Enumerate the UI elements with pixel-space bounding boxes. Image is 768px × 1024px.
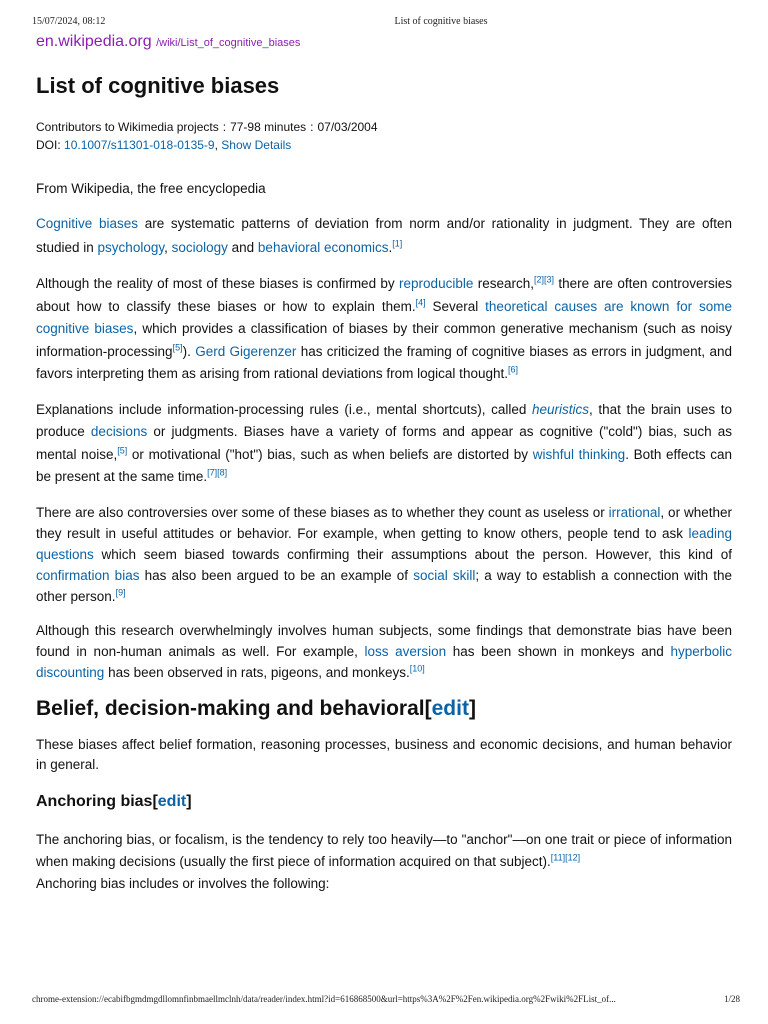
text: there are often controversies about how to classify these biases or how to explain them. bbox=[36, 276, 733, 314]
text: Although the reality of most of these biases is confirmed by bbox=[36, 276, 400, 291]
text: ; a way to establish a connection with the other person. bbox=[36, 567, 732, 604]
meta-contributors: Contributors to Wikimedia projects bbox=[36, 120, 219, 134]
text: Anchoring bias includes or involves the following: bbox=[36, 875, 330, 891]
edit-section-link[interactable]: edit bbox=[431, 696, 469, 720]
link-leading-questions[interactable]: leading questions bbox=[36, 525, 732, 562]
subsection-heading-text: Anchoring bias bbox=[36, 792, 153, 810]
link-decisions[interactable]: decisions bbox=[90, 424, 148, 439]
citation-9[interactable]: [9] bbox=[115, 587, 126, 597]
text: Several bbox=[425, 298, 486, 314]
meta-date: 07/03/2004 bbox=[317, 120, 378, 134]
link-gerd-gigerenzer[interactable]: Gerd Gigerenzer bbox=[195, 343, 297, 359]
page-title: List of cognitive biases bbox=[36, 73, 280, 98]
bracket: ] bbox=[186, 792, 192, 810]
citation-5b[interactable]: [5] bbox=[117, 445, 128, 455]
text: has also been argued to be an example of bbox=[139, 567, 414, 583]
text: are systematic patterns of deviation from norm and/or rationality in judgment. They are often studied in bbox=[36, 216, 732, 255]
paragraph-controversies bbox=[36, 502, 732, 607]
link-behavioral-economics[interactable]: behavioral economics bbox=[257, 240, 389, 255]
text: and bbox=[227, 240, 258, 255]
text: , which provides a classification of biases by their common generative mechanism (such as noisy information-processing bbox=[36, 321, 732, 359]
text: , that the brain uses to produce bbox=[36, 401, 732, 439]
section-heading-text: Belief, decision-making and behavioral bbox=[36, 696, 425, 720]
citation-7[interactable]: [7] bbox=[207, 467, 218, 478]
tagline: From Wikipedia, the free encyclopedia bbox=[36, 181, 266, 196]
link-social-skill[interactable]: social skill bbox=[413, 567, 476, 583]
print-footer-url: chrome-extension://ecabifbgmdmgdllomnfinbmaellmclnh/data/reader/index.html?id=616868500&url=https%3A%2F%2Fen.wikipedia.org%2Fwiki%2FList_of... bbox=[32, 994, 616, 1004]
paragraph-anchoring bbox=[36, 829, 732, 895]
paragraph-reality bbox=[36, 273, 732, 386]
doi-link[interactable]: 10.1007/s11301-018-0135-9 bbox=[64, 138, 215, 152]
text: ). bbox=[182, 343, 196, 359]
text: has criticized the framing of cognitive biases as errors in judgment, and favors interpreting them as arising from rational deviations from logical thought. bbox=[36, 343, 733, 381]
link-loss-aversion[interactable]: loss aversion bbox=[364, 643, 447, 659]
text: The anchoring bias, or focalism, is the tendency to rely too heavily—to "anchor"—on one trait or piece of information when making decisions (usually the first piece of information acquired on that subject). bbox=[36, 831, 732, 869]
text: , bbox=[164, 240, 172, 255]
link-heuristics[interactable]: heuristics bbox=[532, 401, 590, 417]
section-heading-belief bbox=[36, 695, 732, 723]
citation-8[interactable]: [8] bbox=[217, 467, 228, 478]
source-path: /wiki/List_of_cognitive_biases bbox=[156, 37, 301, 49]
text: has been observed in rats, pigeons, and monkeys. bbox=[104, 664, 410, 680]
source-domain-link[interactable]: en.wikipedia.org bbox=[36, 33, 152, 50]
print-title: List of cognitive biases bbox=[394, 16, 488, 27]
citation-11[interactable]: [11] bbox=[550, 852, 566, 862]
link-reproducible[interactable]: reproducible bbox=[399, 276, 474, 291]
text: , or whether they result in useful attitudes or behavior. For example, when getting to know others, people tend to ask bbox=[36, 504, 732, 541]
text: Although this research overwhelmingly involves human subjects, some findings that demonstrate bias have been found in non-human animals as well. For example, bbox=[36, 622, 732, 659]
link-theoretical-causes[interactable]: theoretical causes are known for some cognitive biases bbox=[36, 298, 732, 336]
citation-4[interactable]: [4] bbox=[415, 297, 426, 307]
print-datetime: 15/07/2024, 08:12 bbox=[32, 16, 106, 27]
section-intro: These biases affect belief formation, reasoning processes, business and economic decisions, and human behavior in general. bbox=[36, 736, 732, 772]
link-hyperbolic-discounting[interactable]: hyperbolic discounting bbox=[36, 643, 732, 680]
text: There are also controversies over some of these biases as to whether they count as useless or bbox=[36, 504, 609, 520]
text: Explanations include information-processing rules (i.e., mental shortcuts), called bbox=[36, 401, 532, 417]
link-sociology[interactable]: sociology bbox=[171, 240, 228, 255]
article-meta: Contributors to Wikimedia projects : 77-98 minutes : 07/03/2004 DOI: 10.1007/s11301-018-0135-9, Show Details bbox=[36, 120, 378, 152]
text: . Both effects can be present at the same time. bbox=[36, 446, 733, 484]
citation-12[interactable]: [12] bbox=[565, 852, 581, 862]
link-cognitive-biases[interactable]: Cognitive biases bbox=[36, 216, 138, 231]
text: or motivational ("hot") bias, such as when beliefs are distorted by bbox=[127, 446, 533, 462]
show-details-link[interactable]: Show Details bbox=[221, 138, 292, 152]
subsection-heading-anchoring bbox=[36, 791, 732, 813]
bracket: ] bbox=[468, 696, 476, 720]
doi-label: DOI: bbox=[36, 138, 61, 152]
meta-reading-time: 77-98 minutes bbox=[230, 120, 307, 134]
source-line bbox=[36, 33, 300, 51]
link-irrational[interactable]: irrational bbox=[608, 504, 661, 520]
citation-10[interactable]: [10] bbox=[409, 663, 425, 673]
citation-3[interactable]: [3] bbox=[544, 274, 555, 285]
bracket: [ bbox=[152, 792, 158, 810]
paragraph-animals bbox=[36, 620, 732, 683]
print-footer bbox=[32, 994, 740, 1006]
link-wishful-thinking[interactable]: wishful thinking bbox=[532, 446, 626, 462]
text: or judgments. Biases have a variety of forms and appear as cognitive ("cold") bias, such as mental noise, bbox=[36, 424, 732, 462]
citation-5[interactable]: [5] bbox=[172, 342, 183, 352]
text: . bbox=[388, 240, 393, 255]
text: has been shown in monkeys and bbox=[446, 643, 671, 659]
text: research, bbox=[473, 276, 534, 291]
link-psychology[interactable]: psychology bbox=[97, 240, 165, 255]
citation-2[interactable]: [2] bbox=[533, 274, 544, 285]
citation-1[interactable]: [1] bbox=[392, 238, 403, 249]
link-confirmation-bias[interactable]: confirmation bias bbox=[36, 567, 140, 583]
article-content bbox=[36, 72, 732, 895]
paragraph-explanations bbox=[36, 399, 732, 489]
citation-6[interactable]: [6] bbox=[507, 364, 518, 375]
bracket: [ bbox=[424, 696, 432, 720]
text: which seem biased towards confirming their assumptions about the person. However, this kind of bbox=[93, 546, 732, 562]
print-header bbox=[0, 16, 768, 30]
paragraph-intro bbox=[36, 212, 732, 260]
page-number: 1/28 bbox=[723, 994, 740, 1004]
edit-subsection-link[interactable]: edit bbox=[157, 792, 187, 810]
